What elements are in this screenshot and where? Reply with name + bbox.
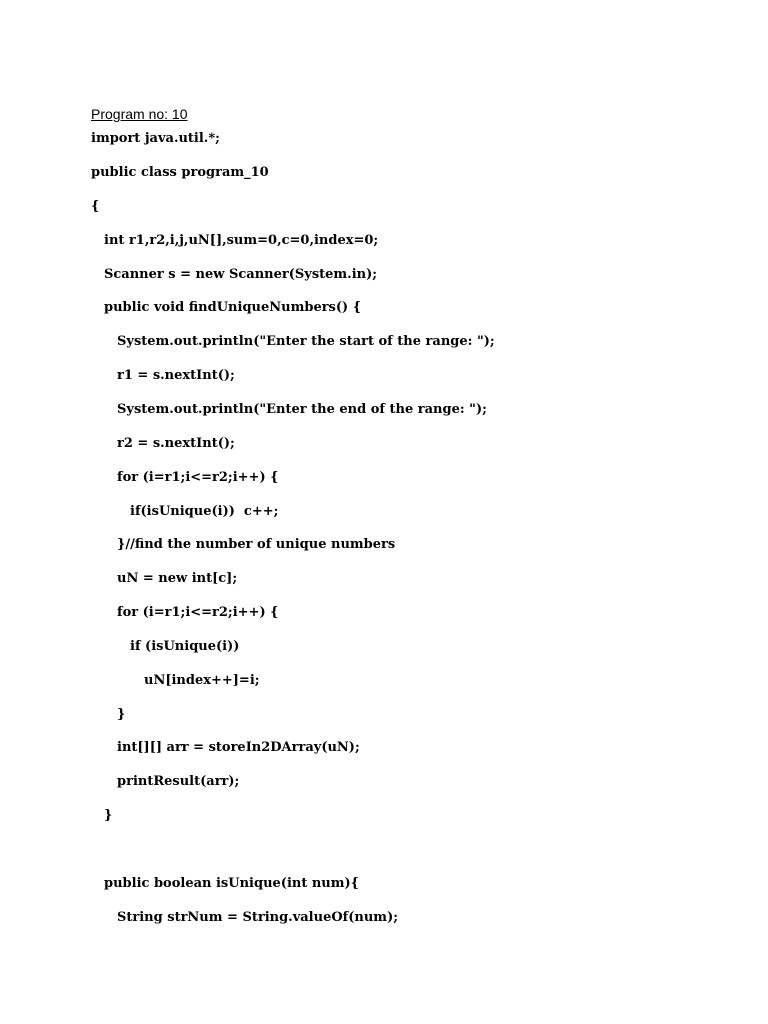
code-line-fields: int r1,r2,i,j,uN[],sum=0,c=0,index=0;	[104, 233, 379, 248]
code-line-import: import java.util.*;	[91, 131, 220, 146]
code-line-class-declaration: public class program_10	[91, 165, 269, 180]
code-line-print-end: System.out.println("Enter the end of the range: ");	[117, 402, 487, 417]
code-line-method-find-unique: public void findUniqueNumbers() {	[104, 300, 362, 315]
code-line-loop-1-close: }//find the number of unique numbers	[117, 537, 396, 552]
code-line-alloc-array: uN = new int[c];	[117, 571, 238, 586]
code-line-read-r2: r2 = s.nextInt();	[117, 436, 235, 451]
code-line-store-2d-array: int[][] arr = storeIn2DArray(uN);	[117, 740, 360, 755]
code-line-loop-2-close: }	[117, 707, 126, 722]
code-line-class-open-brace: {	[91, 199, 100, 214]
code-line-method-close: }	[104, 808, 113, 823]
code-line-scanner: Scanner s = new Scanner(System.in);	[104, 267, 378, 282]
code-line-for-loop-2: for (i=r1;i<=r2;i++) {	[117, 605, 279, 620]
code-line-str-num: String strNum = String.valueOf(num);	[117, 910, 399, 925]
code-line-if-unique: if (isUnique(i))	[130, 639, 240, 654]
code-line-method-is-unique: public boolean isUnique(int num){	[104, 876, 360, 891]
code-line-read-r1: r1 = s.nextInt();	[117, 368, 235, 383]
code-line-print-result: printResult(arr);	[117, 774, 240, 789]
code-line-for-loop-1: for (i=r1;i<=r2;i++) {	[117, 470, 279, 485]
code-line-store-value: uN[index++]=i;	[144, 673, 260, 688]
code-line-print-start: System.out.println("Enter the start of the range: ");	[117, 334, 495, 349]
code-line-if-unique-count: if(isUnique(i)) c++;	[130, 504, 279, 519]
program-heading: Program no: 10	[91, 106, 188, 122]
